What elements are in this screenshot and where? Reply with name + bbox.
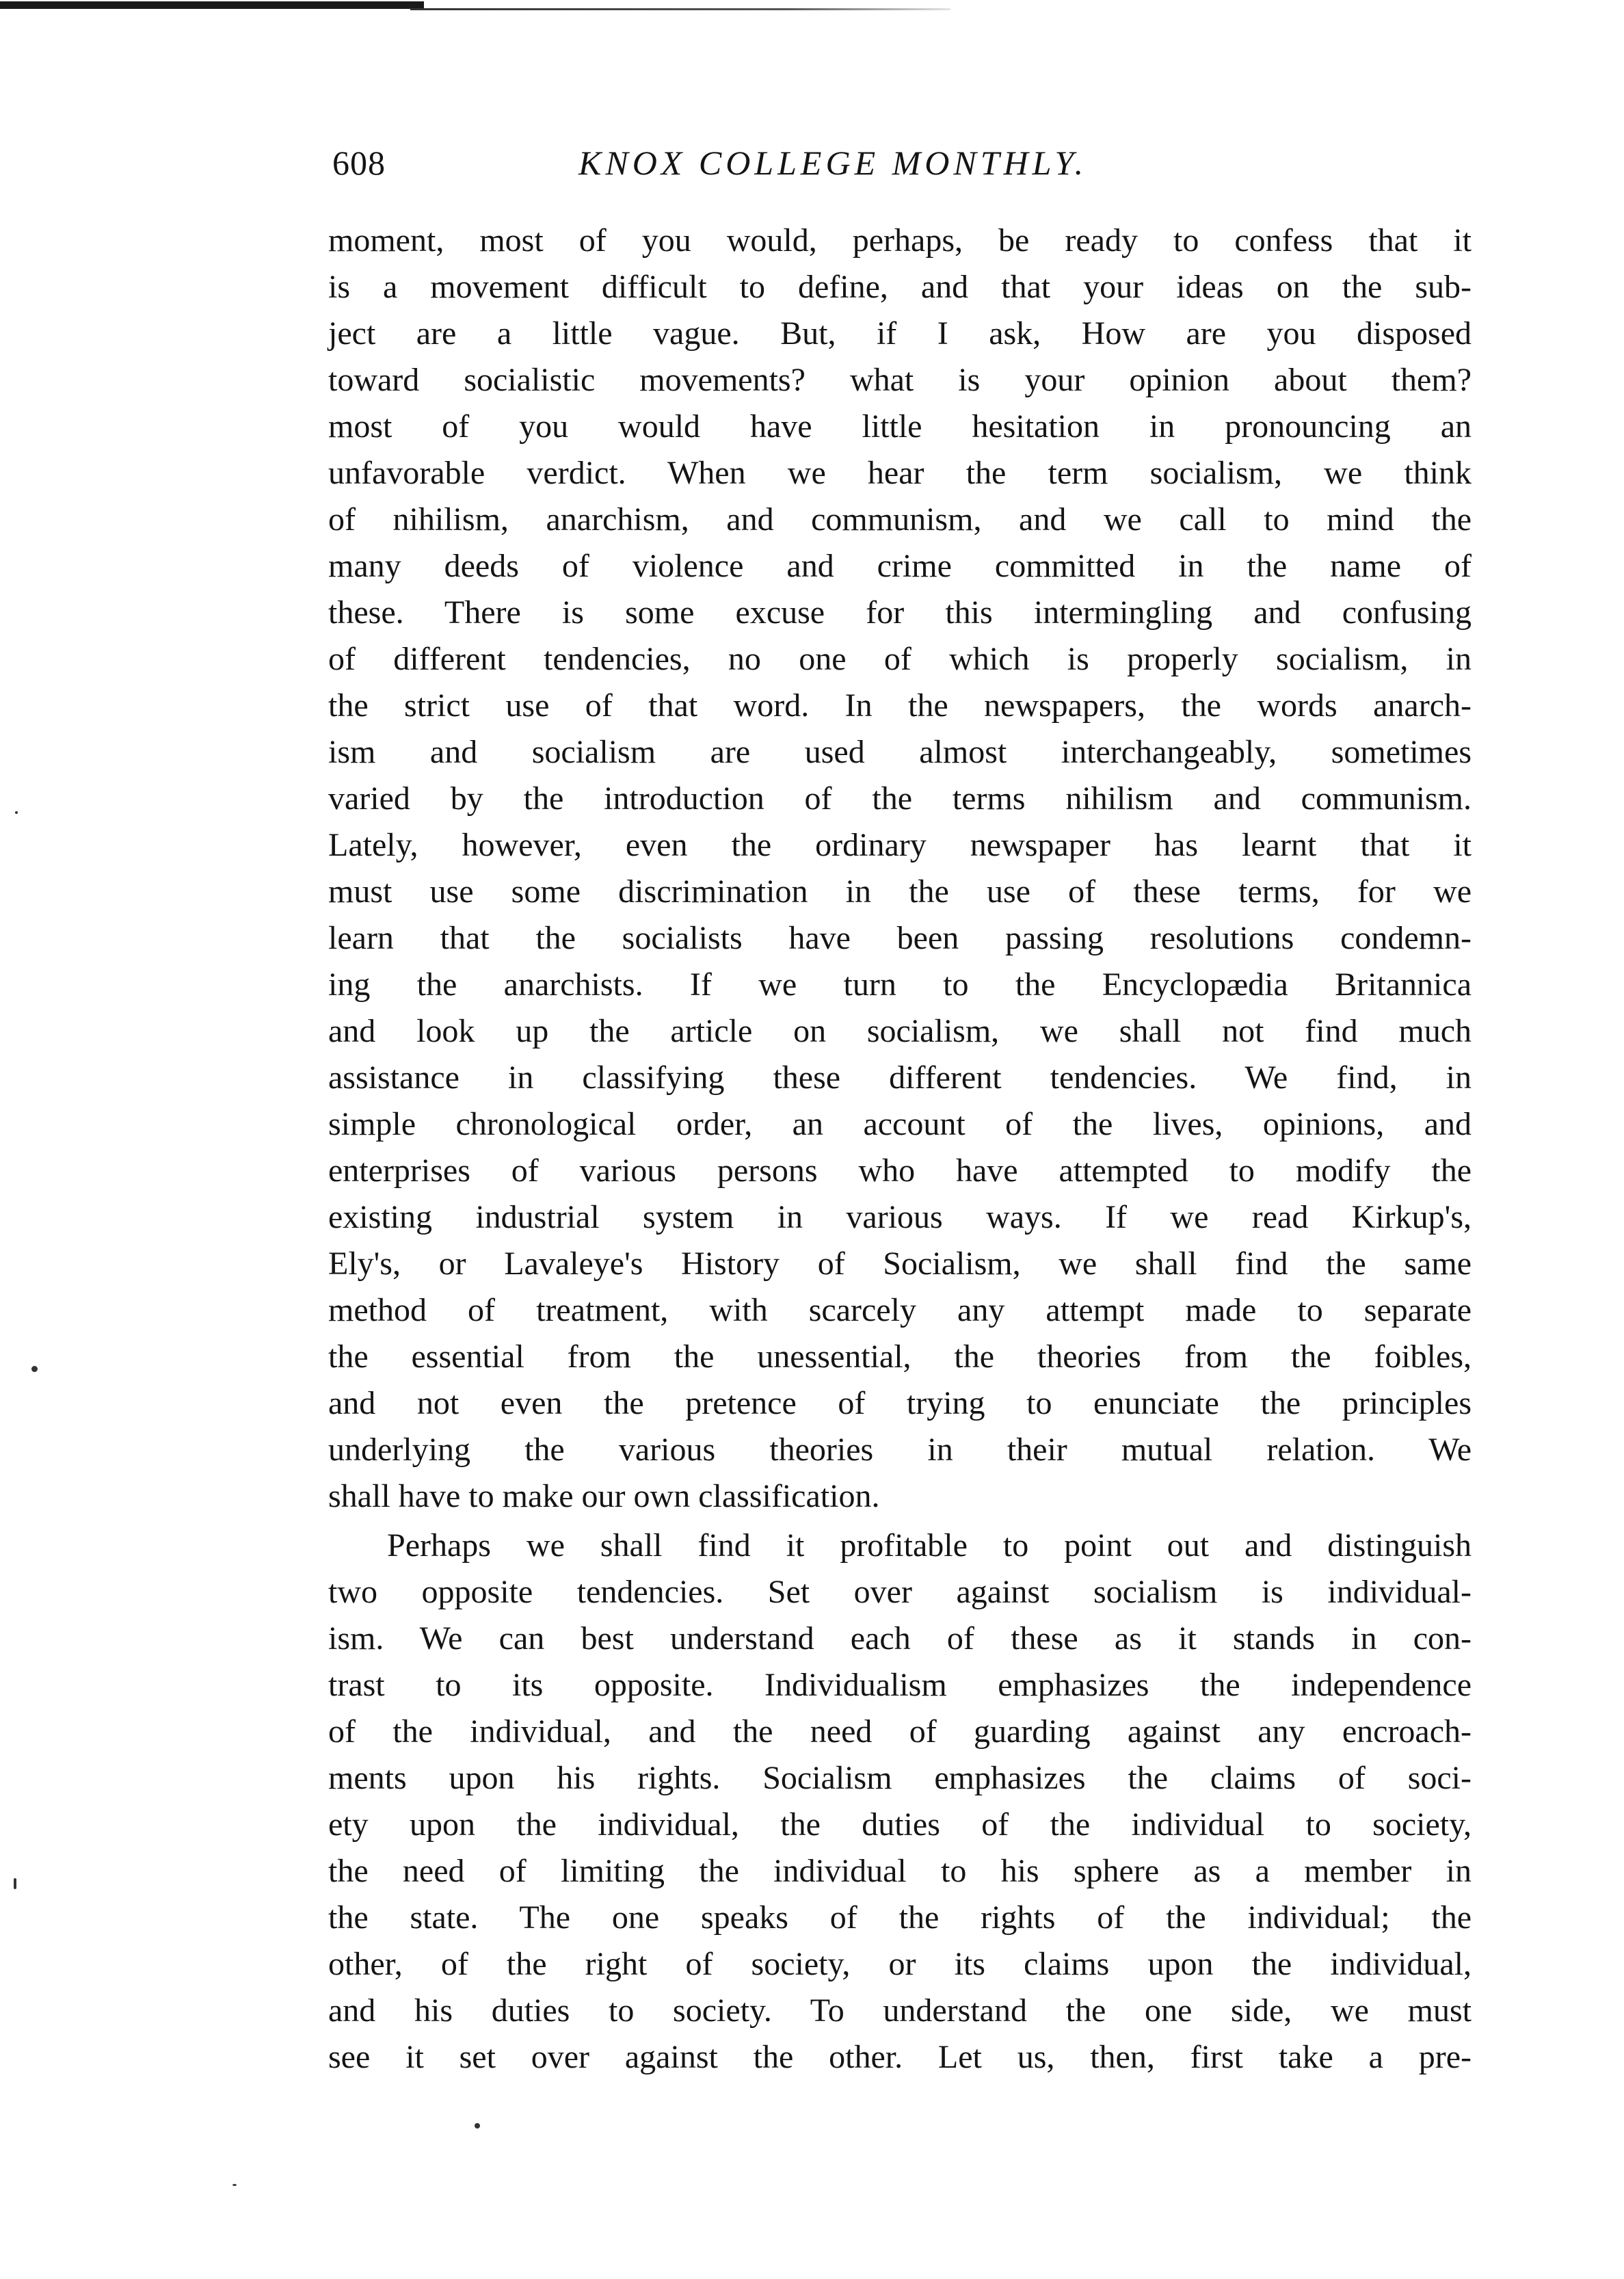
text-line: two opposite tendencies. Set over against socialism is individual-	[328, 1574, 1472, 1610]
scan-speck	[31, 1366, 38, 1372]
body-text	[328, 218, 1472, 2081]
text-line: of nihilism, anarchism, and communism, and we call to mind the	[328, 501, 1472, 538]
top-rule-thick	[0, 1, 424, 9]
text-line: trast to its opposite. Individualism emphasizes the independence	[328, 1667, 1472, 1703]
page-header	[332, 142, 1467, 197]
text-line: assistance in classifying these different tendencies. We find, in	[328, 1059, 1472, 1096]
text-line: other, of the right of society, or its claims upon the individual,	[328, 1946, 1472, 1982]
text-line: Ely's, or Lavaleye's History of Socialism, we shall find the same	[328, 1246, 1472, 1282]
text-line: varied by the introduction of the terms nihilism and communism.	[328, 780, 1472, 817]
text-line: of different tendencies, no one of which is properly socialism, in	[328, 641, 1472, 677]
text-line: toward socialistic movements? what is your opinion about them?	[328, 362, 1472, 398]
page-number: 608	[332, 144, 386, 182]
text-line: Lately, however, even the ordinary newspaper has learnt that it	[328, 827, 1472, 863]
text-line: and not even the pretence of trying to enunciate the principles	[328, 1385, 1472, 1421]
text-line: the essential from the unessential, the theories from the foibles,	[328, 1339, 1472, 1375]
text-line: the state. The one speaks of the rights of the individual; the	[328, 1899, 1472, 1936]
paragraph-1	[328, 218, 1472, 1520]
text-line: and look up the article on socialism, we shall not find much	[328, 1013, 1472, 1049]
text-line: and his duties to society. To understand the one side, we must	[328, 1992, 1472, 2029]
text-line: shall have to make our own classification.	[328, 1478, 880, 1514]
paragraph-2	[328, 1523, 1472, 2081]
running-head: KNOX COLLEGE MONTHLY.	[578, 144, 1088, 182]
text-line: unfavorable verdict. When we hear the term socialism, we think	[328, 455, 1472, 491]
text-line: the need of limiting the individual to his sphere as a member in	[328, 1853, 1472, 1889]
text-line: underlying the various theories in their mutual relation. We	[328, 1432, 1472, 1468]
text-line: see it set over against the other. Let us, then, first take a pre-	[328, 2039, 1472, 2075]
text-line: ments upon his rights. Socialism emphasizes the claims of soci-	[328, 1760, 1472, 1796]
top-border-rule	[0, 0, 950, 14]
text-line: moment, most of you would, perhaps, be ready to confess that it	[328, 222, 1472, 259]
text-line: these. There is some excuse for this intermingling and confusing	[328, 594, 1472, 631]
text-line: most of you would have little hesitation in pronouncing an	[328, 408, 1472, 445]
text-line: must use some discrimination in the use of these terms, for we	[328, 873, 1472, 910]
text-line: method of treatment, with scarcely any attempt made to separate	[328, 1292, 1472, 1328]
scan-speck	[14, 1878, 16, 1889]
scan-speck	[232, 2184, 237, 2186]
text-line: enterprises of various persons who have attempted to modify the	[328, 1152, 1472, 1189]
text-line: Perhaps we shall find it profitable to point out and distinguish	[387, 1527, 1472, 1564]
text-line: ism and socialism are used almost interchangeably, sometimes	[328, 734, 1472, 770]
text-line: ing the anarchists. If we turn to the Encyclopædia Britannica	[328, 966, 1472, 1003]
text-line: existing industrial system in various ways. If we read Kirkup's,	[328, 1199, 1472, 1235]
text-line: many deeds of violence and crime committed in the name of	[328, 548, 1472, 584]
scan-speck	[475, 2123, 480, 2129]
text-line: learn that the socialists have been passing resolutions condemn-	[328, 920, 1472, 956]
text-line: ism. We can best understand each of these as it stands in con-	[328, 1620, 1472, 1657]
text-line: ject are a little vague. But, if I ask, How are you disposed	[328, 315, 1472, 352]
text-line: ety upon the individual, the duties of the individual to society,	[328, 1806, 1472, 1843]
text-line: is a movement difficult to define, and that your ideas on the sub-	[328, 269, 1472, 305]
top-rule-thin	[410, 8, 950, 10]
text-line: the strict use of that word. In the newspapers, the words anarch-	[328, 687, 1472, 724]
scan-speck	[15, 811, 18, 814]
text-line: simple chronological order, an account of the lives, opinions, and	[328, 1106, 1472, 1142]
text-line: of the individual, and the need of guarding against any encroach-	[328, 1713, 1472, 1750]
